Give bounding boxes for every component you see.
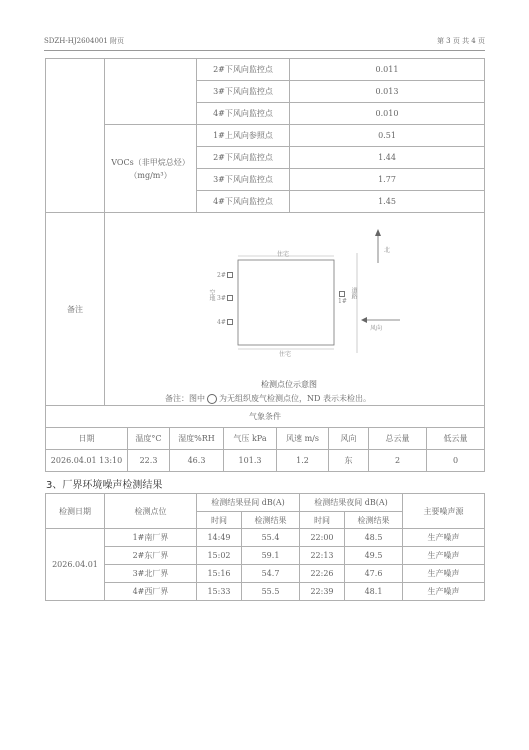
noise-date-header: 检测日期 <box>46 494 105 529</box>
point-3-marker <box>227 295 233 301</box>
noise-night-time: 22:13 <box>300 547 345 565</box>
noise-point: 4#西厂界 <box>105 583 197 601</box>
remarks-cell <box>105 213 485 406</box>
note-prefix: 备注：图中 <box>165 394 205 403</box>
table-row <box>46 529 485 547</box>
noise-date: 2026.04.01 <box>46 529 105 601</box>
diagram-lines <box>105 213 485 383</box>
weather-title: 气象条件 <box>46 406 485 428</box>
doc-id: SDZH-HJ2604001 附页 <box>44 37 125 45</box>
table-row <box>46 59 485 81</box>
weather-header: 低云量 <box>427 428 485 450</box>
weather-value-row <box>46 450 485 472</box>
point-cell: 4#下风向监控点 <box>197 191 290 213</box>
noise-result-header: 检测结果 <box>242 512 300 529</box>
noise-source-header: 主要噪声源 <box>403 494 485 529</box>
noise-night-value: 47.6 <box>345 565 403 583</box>
weather-header: 温度°C <box>128 428 170 450</box>
weather-header: 总云量 <box>369 428 427 450</box>
noise-day-value: 55.5 <box>242 583 300 601</box>
voc-unit: （mg/m³） <box>129 170 172 180</box>
site-diagram <box>105 213 484 402</box>
weather-value: 101.3 <box>224 450 277 472</box>
blank-cell <box>46 59 105 213</box>
noise-source: 生产噪声 <box>403 529 485 547</box>
voc-label: VOCs（非甲烷总烃） <box>111 157 190 167</box>
point-3-label: 3# <box>217 295 226 302</box>
table-row <box>46 125 485 147</box>
remarks-label: 备注 <box>46 213 105 406</box>
table-row <box>46 547 485 565</box>
header-rule <box>44 50 485 51</box>
point-cell: 4#下风向监控点 <box>197 103 290 125</box>
weather-header: 日期 <box>46 428 128 450</box>
noise-time-header: 时间 <box>197 512 242 529</box>
page-header <box>44 36 485 48</box>
weather-value: 2026.04.01 13:10 <box>46 450 128 472</box>
noise-day-time: 14:49 <box>197 529 242 547</box>
noise-day-header: 检测结果昼间 dB(A) <box>197 494 300 512</box>
noise-time-header: 时间 <box>300 512 345 529</box>
remarks-note <box>165 393 371 404</box>
weather-value: 0 <box>427 450 485 472</box>
value-cell: 0.51 <box>290 125 485 147</box>
weather-header: 风速 m/s <box>277 428 329 450</box>
weather-table <box>45 405 485 472</box>
blank-cell <box>105 59 197 125</box>
weather-value: 东 <box>329 450 369 472</box>
noise-night-time: 22:39 <box>300 583 345 601</box>
point-4-label: 4# <box>217 319 226 326</box>
note-suffix: 为无组织废气检测点位，ND 表示未检出。 <box>219 394 371 403</box>
voc-table <box>45 58 485 406</box>
point-cell: 2#下风向监控点 <box>197 59 290 81</box>
weather-title-row <box>46 406 485 428</box>
noise-day-time: 15:33 <box>197 583 242 601</box>
weather-header: 风向 <box>329 428 369 450</box>
weather-header: 湿度%RH <box>170 428 224 450</box>
noise-point: 2#东厂界 <box>105 547 197 565</box>
section-title: 3、厂界环境噪声检测结果 <box>46 480 163 491</box>
weather-header: 气压 kPa <box>224 428 277 450</box>
point-2-label: 2# <box>217 272 226 279</box>
value-cell: 1.45 <box>290 191 485 213</box>
weather-value: 2 <box>369 450 427 472</box>
noise-night-time: 22:00 <box>300 529 345 547</box>
noise-source: 生产噪声 <box>403 583 485 601</box>
bottom-label: 住宅 <box>279 351 292 358</box>
table-row <box>46 565 485 583</box>
weather-header-row <box>46 428 485 450</box>
noise-night-header: 检测结果夜间 dB(A) <box>300 494 403 512</box>
noise-table <box>45 493 485 601</box>
noise-result-header: 检测结果 <box>345 512 403 529</box>
remarks-row <box>46 213 485 406</box>
value-cell: 1.77 <box>290 169 485 191</box>
point-cell: 2#下风向监控点 <box>197 147 290 169</box>
noise-day-value: 54.7 <box>242 565 300 583</box>
point-4-marker <box>227 319 233 325</box>
noise-night-value: 49.5 <box>345 547 403 565</box>
weather-value: 22.3 <box>128 450 170 472</box>
point-cell: 1#上风向参照点 <box>197 125 290 147</box>
noise-source: 生产噪声 <box>403 565 485 583</box>
value-cell: 0.013 <box>290 81 485 103</box>
noise-day-time: 15:02 <box>197 547 242 565</box>
north-label: 北 <box>384 247 391 254</box>
noise-night-value: 48.1 <box>345 583 403 601</box>
page-number: 第 3 页 共 4 页 <box>436 37 485 45</box>
left-label: 空地 <box>208 289 215 301</box>
noise-source: 生产噪声 <box>403 547 485 565</box>
noise-night-value: 48.5 <box>345 529 403 547</box>
top-label: 住宅 <box>277 251 290 258</box>
point-2-marker <box>227 272 233 278</box>
point-cell: 3#下风向监控点 <box>197 81 290 103</box>
value-cell: 1.44 <box>290 147 485 169</box>
wind-label: 风向 <box>370 325 383 332</box>
noise-night-time: 22:26 <box>300 565 345 583</box>
noise-header-row <box>46 494 485 512</box>
noise-point: 3#北厂界 <box>105 565 197 583</box>
voc-label-cell <box>105 125 197 213</box>
diagram-caption: 检测点位示意图 <box>261 380 317 389</box>
point-1-label: 1# <box>338 298 347 305</box>
table-row <box>46 583 485 601</box>
value-cell: 0.011 <box>290 59 485 81</box>
value-cell: 0.010 <box>290 103 485 125</box>
noise-day-value: 55.4 <box>242 529 300 547</box>
weather-value: 46.3 <box>170 450 224 472</box>
right-label: 道路 <box>350 287 357 299</box>
point-1-marker <box>339 291 345 297</box>
noise-day-time: 15:16 <box>197 565 242 583</box>
noise-point: 1#南厂界 <box>105 529 197 547</box>
noise-point-header: 检测点位 <box>105 494 197 529</box>
noise-day-value: 59.1 <box>242 547 300 565</box>
point-cell: 3#下风向监控点 <box>197 169 290 191</box>
circle-icon <box>207 394 217 404</box>
weather-value: 1.2 <box>277 450 329 472</box>
